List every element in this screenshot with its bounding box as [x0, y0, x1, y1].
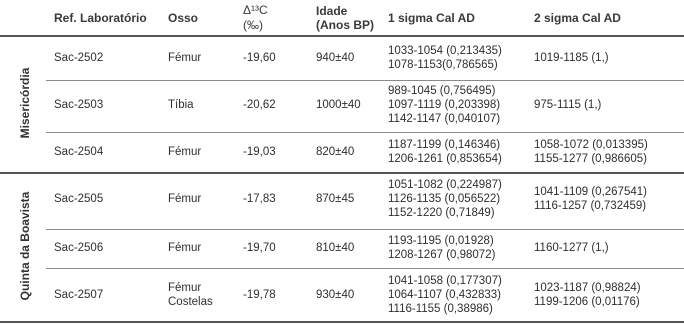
header-idade-unit: (Anos BP)	[316, 18, 374, 32]
row4-delta: -17,83	[243, 193, 276, 205]
row6-idade: 930±40	[316, 289, 355, 301]
row6-delta: -19,78	[243, 289, 276, 301]
row5-sigma2-a: 1160-1277 (1,)	[534, 242, 609, 254]
row4-idade: 870±45	[316, 193, 355, 205]
row4-ref: Sac-2505	[54, 193, 104, 205]
row-divider	[46, 268, 684, 269]
row6-osso-b: Costelas	[168, 296, 213, 308]
row6-sigma2-b: 1199-1206 (0,01176)	[534, 296, 640, 308]
row2-sigma1-a: 989-1045 (0,756495)	[388, 85, 496, 97]
row1-sigma1-a: 1033-1054 (0,213435)	[388, 45, 502, 57]
row5-delta: -19,70	[243, 242, 276, 254]
row3-ref: Sac-2504	[54, 146, 104, 158]
group-rule	[0, 172, 684, 174]
row2-osso: Tíbia	[168, 99, 194, 111]
row6-sigma1-c: 1116-1155 (0,38986)	[388, 303, 493, 315]
row3-sigma1-b: 1206-1261 (0,853654)	[388, 153, 502, 165]
header-delta-unit: (‰)	[243, 18, 263, 32]
header-delta: Δ¹³C	[243, 3, 268, 17]
header-osso: Osso	[168, 11, 199, 25]
row1-idade: 940±40	[316, 52, 355, 64]
row2-sigma1-c: 1142-1147 (0,040107)	[388, 113, 501, 125]
row3-osso: Fémur	[168, 146, 202, 158]
row3-delta: -19,03	[243, 146, 276, 158]
row3-sigma1-a: 1187-1199 (0,146346)	[388, 139, 501, 151]
row6-sigma2-a: 1023-1187 (0,98824)	[534, 282, 641, 294]
header-idade: Idade	[316, 4, 348, 18]
row2-sigma1-b: 1097-1119 (0,203398)	[388, 99, 501, 111]
row4-sigma1-c: 1152-1220 (0,71849)	[388, 207, 495, 219]
row4-sigma2-b: 1116-1257 (0,732459)	[534, 200, 647, 212]
row6-sigma1-b: 1064-1107 (0,432833)	[388, 289, 501, 301]
group-label-quinta: Quinta da Boavista	[18, 191, 32, 301]
row4-osso: Fémur	[168, 193, 202, 205]
row3-sigma2-b: 1155-1277 (0,986605)	[534, 153, 647, 165]
row4-sigma1-a: 1051-1082 (0,224987)	[388, 179, 502, 191]
row1-delta: -19,60	[243, 52, 276, 64]
bottom-rule	[0, 321, 684, 323]
row3-idade: 820±40	[316, 146, 355, 158]
header-sigma2: 2 sigma Cal AD	[534, 11, 621, 25]
header-ref: Ref. Laboratório	[54, 11, 147, 25]
row5-idade: 810±40	[316, 242, 355, 254]
row1-ref: Sac-2502	[54, 52, 104, 64]
row2-ref: Sac-2503	[54, 99, 104, 111]
header-rule	[0, 35, 684, 37]
row2-delta: -20,62	[243, 99, 276, 111]
row5-sigma1-b: 1208-1267 (0,98072)	[388, 249, 496, 261]
group-label-misericordia: Misericórdia	[18, 67, 32, 139]
row1-sigma2-a: 1019-1185 (1,)	[534, 52, 609, 64]
row6-ref: Sac-2507	[54, 289, 104, 301]
row6-sigma1-a: 1041-1058 (0,177307)	[388, 275, 502, 287]
row5-sigma1-a: 1193-1195 (0,01928)	[388, 235, 494, 247]
row-divider	[46, 80, 684, 81]
row3-sigma2-a: 1058-1072 (0,013395)	[534, 139, 648, 151]
row1-osso: Fémur	[168, 52, 202, 64]
row1-sigma1-b: 1078-1153(0,786565)	[388, 59, 498, 71]
row4-sigma2-a: 1041-1109 (0,267541)	[534, 186, 647, 198]
row5-ref: Sac-2506	[54, 242, 104, 254]
row6-osso-a: Fémur	[168, 282, 202, 294]
row-divider	[46, 229, 684, 230]
row2-idade: 1000±40	[316, 99, 361, 111]
row2-sigma2-a: 975-1115 (1,)	[534, 99, 602, 111]
row4-sigma1-b: 1126-1135 (0,056522)	[388, 193, 501, 205]
row5-osso: Fémur	[168, 242, 202, 254]
row-divider	[46, 132, 684, 133]
header-sigma1: 1 sigma Cal AD	[388, 11, 475, 25]
